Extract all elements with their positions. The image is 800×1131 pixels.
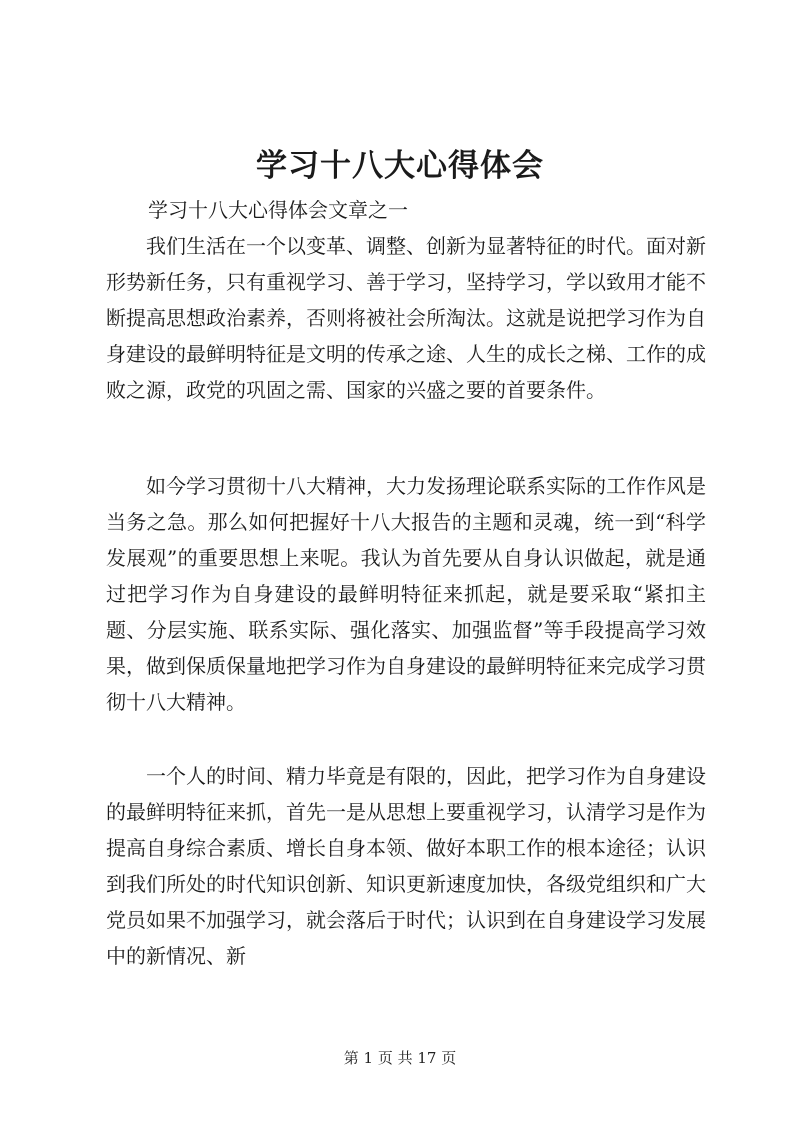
document-title: 学习十八大心得体会 [256,148,544,184]
page-number-footer: 第 1 页 共 17 页 [343,1049,457,1067]
paragraph: 如今学习贯彻十八大精神，大力发扬理论联系实际的工作作风是当务之急。那么如何把握好十八大报告的主题和灵魂，统一到“科学发展观”的重要思想上来呢。我认为首先要从自身认识做起，就是通过把学习作为自身建设的最鲜明特征来抓起，就是要采取“紧扣主题、分层实施、联系实际、强化落实、加强监督”等手段提高学习效果，做到保质保量地把学习作为自身建设的最鲜明特征来完成学习贯彻十八大精神。 [106,474,706,714]
paragraph: 一个人的时间、精力毕竟是有限的，因此，把学习作为自身建设的最鲜明特征来抓，首先一是从思想上要重视学习，认清学习是作为提高自身综合素质、增长自身本领、做好本职工作的根本途径；认识到我们所处的时代知识创新、知识更新速度加快，各级党组织和广大党员如果不加强学习，就会落后于时代；认识到在自身建设学习发展中的新情况、新 [106,764,706,968]
document-subtitle: 学习十八大心得体会文章之一 [148,198,408,222]
paragraph: 我们生活在一个以变革、调整、创新为显著特征的时代。面对新形势新任务，只有重视学习、善于学习，坚持学习，学以致用才能不断提高思想政治素养，否则将被社会所淘汰。这就是说把学习作为自身建设的最鲜明特征是文明的传承之途、人生的成长之梯、工作的成败之源，政党的巩固之需、国家的兴盛之要的首要条件。 [106,234,706,402]
paragraph-1-block [106,228,706,408]
paragraph-2-block [106,468,706,720]
paragraph-3-block [106,758,706,974]
